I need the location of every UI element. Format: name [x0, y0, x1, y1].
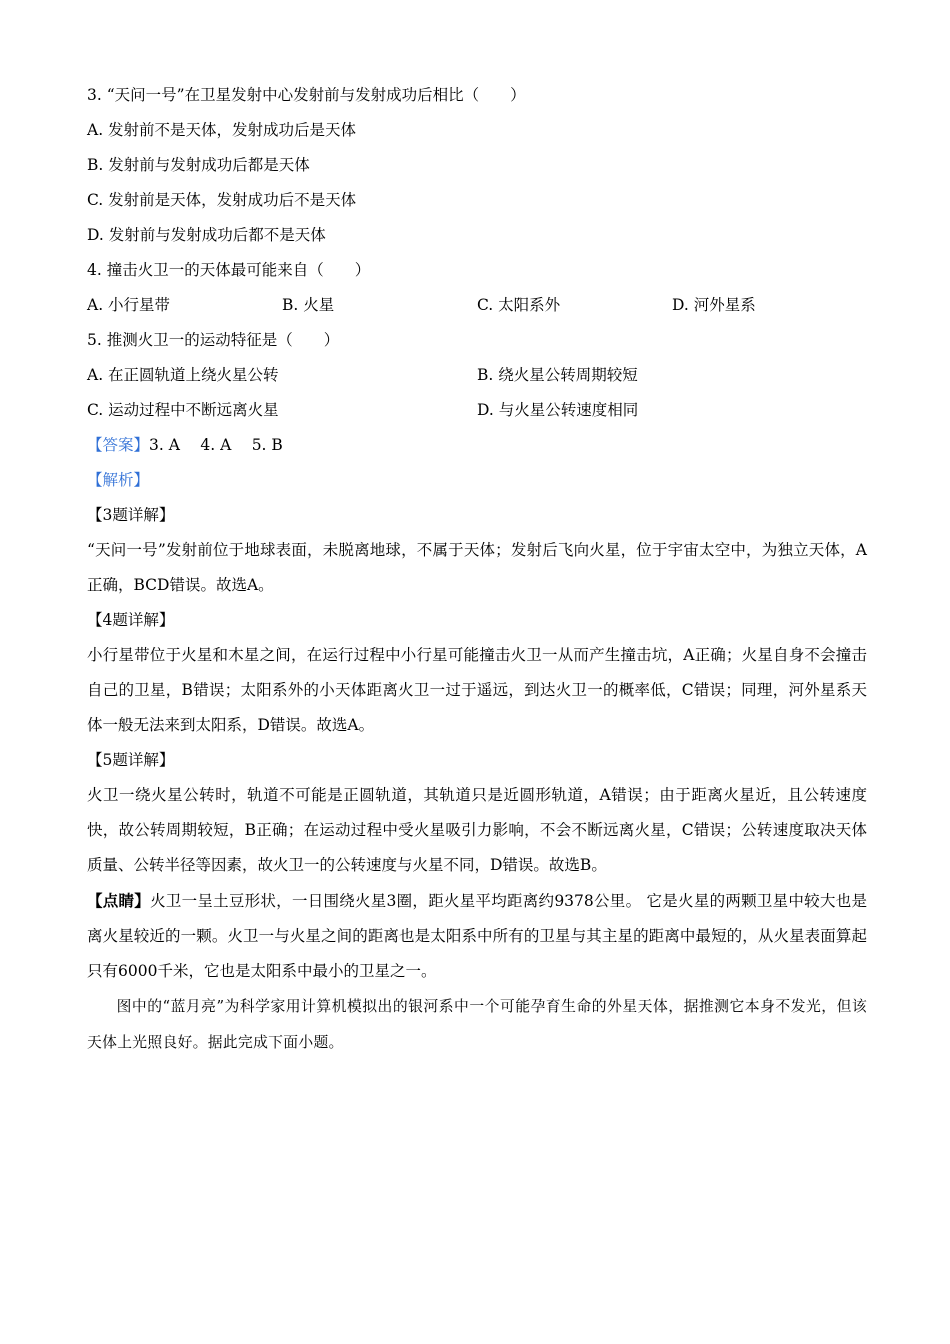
- tip-label: 【点睛】: [87, 891, 151, 910]
- question-5-stem: 5. 推测火卫一的运动特征是（ ）: [87, 331, 340, 349]
- question-5-option-c: C. 运动过程中不断远离火星: [87, 401, 279, 419]
- answer-line: [87, 428, 867, 463]
- question-5-options-row-1: [87, 358, 867, 393]
- question-5-options-row-2: [87, 393, 867, 428]
- answer-text: 3. A 4. A 5. B: [149, 436, 283, 454]
- analysis-label: 【解析】: [87, 471, 150, 489]
- question-5-option-b: B. 绕火星公转周期较短: [477, 366, 638, 384]
- question-5-option-d: D. 与火星公转速度相同: [477, 401, 639, 419]
- question-4-option-d: D. 河外星系: [672, 296, 756, 314]
- next-intro: 图中的“蓝月亮”为科学家用计算机模拟出的银河系中一个可能孕育生命的外星天体，据推测它本身不发光，但该天体上光照良好。据此完成下面小题。: [87, 998, 867, 1051]
- document-page: [87, 78, 867, 1061]
- question-5-option-a: A. 在正圆轨道上绕火星公转: [87, 366, 279, 384]
- answer-label: 【答案】: [87, 436, 150, 454]
- question-3-option-b: B. 发射前与发射成功后都是天体: [87, 156, 310, 174]
- question-3-option-c: C. 发射前是天体，发射成功后不是天体: [87, 191, 357, 209]
- detail-5-heading: 【5题详解】: [87, 751, 175, 769]
- detail-3-text: “天问一号”发射前位于地球表面，未脱离地球，不属于天体；发射后飞向火星，位于宇宙太空中，为独立天体，A正确，BCD错误。故选A。: [87, 541, 867, 594]
- detail-4-heading: 【4题详解】: [87, 611, 175, 629]
- question-3-option-d: D. 发射前与发射成功后都不是天体: [87, 226, 326, 244]
- question-4-option-c: C. 太阳系外: [477, 296, 561, 314]
- question-4-options: [87, 288, 867, 323]
- question-3-option-a: A. 发射前不是天体，发射成功后是天体: [87, 121, 357, 139]
- detail-4-text: 小行星带位于火星和木星之间，在运行过程中小行星可能撞击火卫一从而产生撞击坑，A正确；火星自身不会撞击自己的卫星，B错误；太阳系外的小天体距离火卫一过于遥远，到达火卫一的概率低，C错误；同理，河外星系天体一般无法来到太阳系，D错误。故选A。: [87, 646, 867, 734]
- detail-5-text: 火卫一绕火星公转时，轨道不可能是正圆轨道，其轨道只是近圆形轨道，A错误；由于距离火星近，且公转速度快，故公转周期较短，B正确；在运动过程中受火星吸引力影响，不会不断远离火星，C错误；公转速度取决天体质量、公转半径等因素，故火卫一的公转速度与火星不同，D错误。故选B。: [87, 786, 867, 874]
- tip-paragraph: [87, 883, 867, 989]
- question-4-stem: 4. 撞击火卫一的天体最可能来自（ ）: [87, 261, 371, 279]
- question-3-stem: 3. “天问一号”在卫星发射中心发射前与发射成功后相比（ ）: [87, 86, 526, 104]
- detail-3-heading: 【3题详解】: [87, 506, 175, 524]
- question-4-option-a: A. 小行星带: [87, 296, 171, 314]
- tip-text: 火卫一呈土豆形状，一日围绕火星3圈，距火星平均距离约9378公里。 它是火星的两颗卫星中较大也是离火星较近的一颗。火卫一与火星之间的距离也是太阳系中所有的卫星与其主星的距离中最短的，从火星表面算起只有6000千米，它也是太阳系中最小的卫星之一。: [87, 892, 867, 980]
- question-4-option-b: B. 火星: [282, 296, 335, 314]
